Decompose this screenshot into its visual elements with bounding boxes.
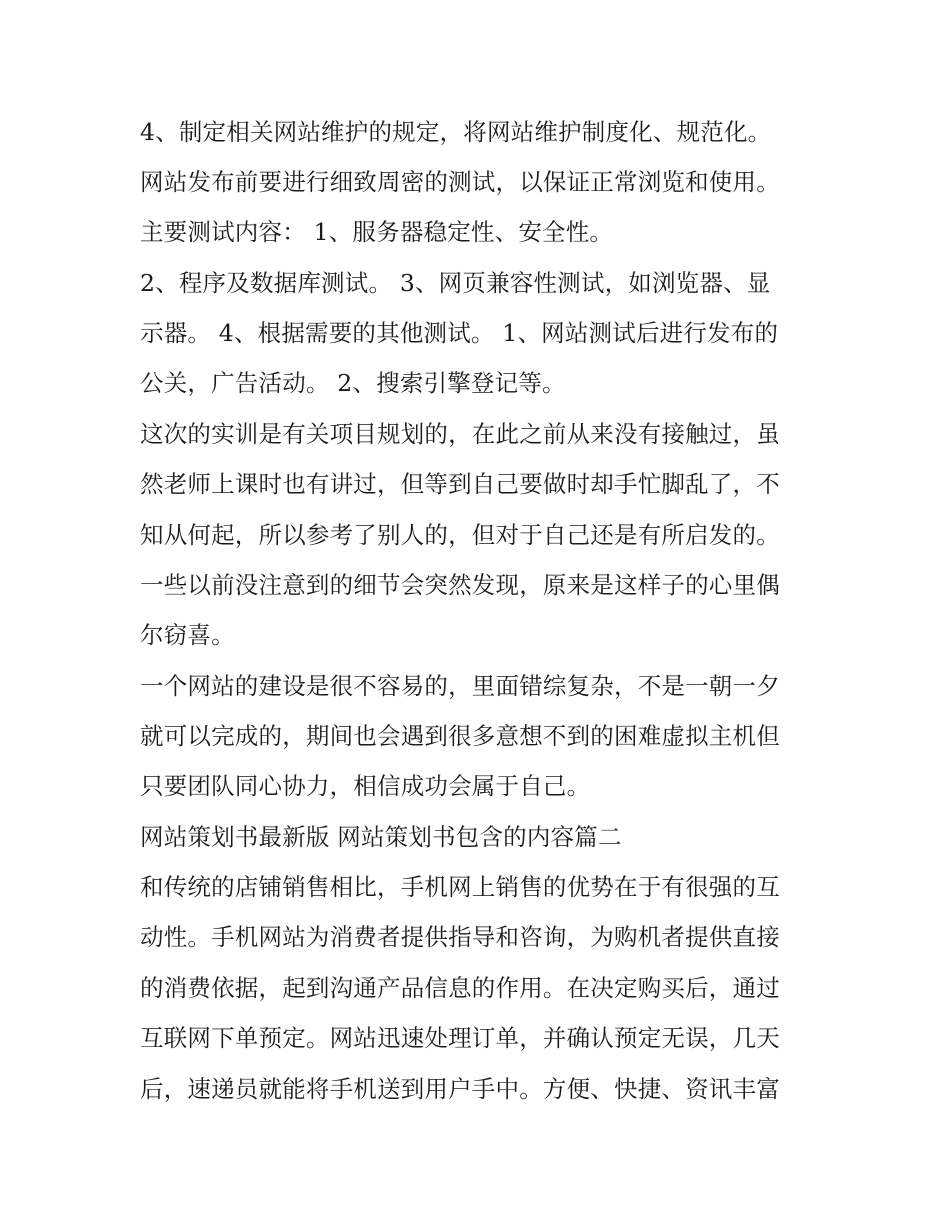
text-line: 一个网站的建设是很不容易的，里面错综复杂，不是一朝一夕 bbox=[140, 672, 780, 700]
section-heading: 网站策划书最新版 网站策划书包含的内容篇二 bbox=[140, 823, 622, 851]
text-line: 和传统的店铺销售相比，手机网上销售的优势在于有很强的互 bbox=[140, 873, 780, 901]
text-line: 示器。 4、根据需要的其他测试。 1、网站测试后进行发布的 bbox=[140, 319, 779, 347]
text-line: 2、程序及数据库测试。 3、网页兼容性测试，如浏览器、显 bbox=[140, 269, 771, 297]
text-line: 就可以完成的，期间也会遇到很多意想不到的困难虚拟主机但 bbox=[140, 722, 780, 750]
text-line: 只要团队同心协力，相信成功会属于自己。 bbox=[140, 772, 591, 800]
text-line: 后，速递员就能将手机送到用户手中。方便、快捷、资讯丰富 bbox=[140, 1075, 780, 1103]
text-line: 然老师上课时也有讲过，但等到自己要做时却手忙脚乱了，不 bbox=[140, 470, 780, 498]
text-line: 的消费依据，起到沟通产品信息的作用。在决定购买后，通过 bbox=[140, 974, 780, 1002]
text-line: 动性。手机网站为消费者提供指导和咨询，为购机者提供直接 bbox=[140, 923, 780, 951]
text-line: 这次的实训是有关项目规划的，在此之前从来没有接触过，虽 bbox=[140, 420, 780, 448]
text-line: 知从何起，所以参考了别人的，但对于自己还是有所启发的。 bbox=[140, 521, 780, 549]
text-line: 公关，广告活动。 2、搜索引擎登记等。 bbox=[140, 369, 566, 397]
text-line: 尔窃喜。 bbox=[140, 621, 235, 649]
text-line: 互联网下单预定。网站迅速处理订单，并确认预定无误，几天 bbox=[140, 1024, 780, 1052]
text-line: 一些以前没注意到的细节会突然发现，原来是这样子的心里偶 bbox=[140, 571, 780, 599]
text-line: 网站发布前要进行细致周密的测试，以保证正常浏览和使用。 bbox=[140, 168, 780, 196]
text-line: 主要测试内容： 1、服务器稳定性、安全性。 bbox=[140, 218, 614, 246]
text-line: 4、制定相关网站维护的规定，将网站维护制度化、规范化。 bbox=[140, 118, 772, 146]
